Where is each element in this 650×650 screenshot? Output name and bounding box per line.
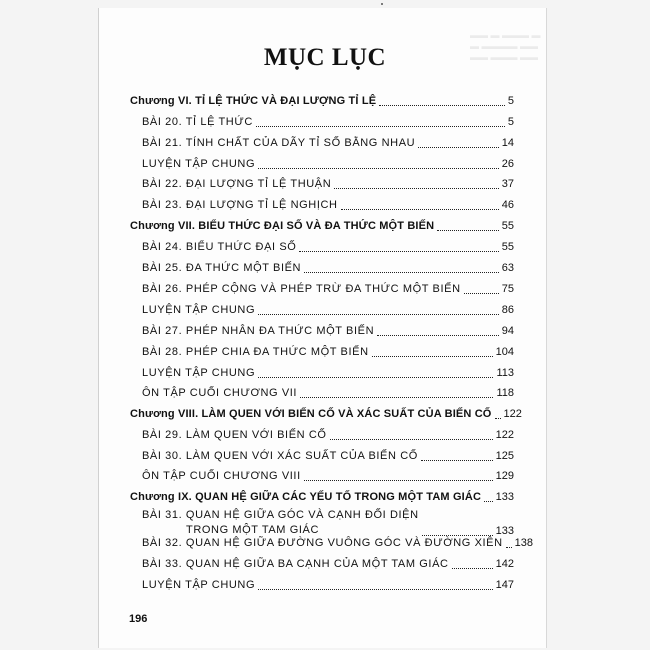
toc-entry-label: BÀI 27. PHÉP NHÂN ĐA THỨC MỘT BIẾN <box>142 325 375 337</box>
toc-lesson-entry <box>142 380 514 400</box>
dot-leader <box>464 292 499 294</box>
toc-entry-label-line1: BÀI 31. QUAN HỆ GIỮA GÓC VÀ CẠNH ĐỐI DIỆN <box>142 509 419 521</box>
dot-leader <box>299 250 498 252</box>
toc-title: MỤC LỤC <box>263 44 387 71</box>
toc-lesson-entry <box>142 171 514 191</box>
dot-leader <box>341 208 499 210</box>
toc-page-number: 46 <box>501 199 514 211</box>
toc-lesson-entry <box>142 551 514 571</box>
dot-leader <box>437 229 499 231</box>
toc-lesson-entry <box>142 443 514 463</box>
toc-lesson-entry <box>142 255 514 275</box>
toc-page-number: 14 <box>501 137 514 149</box>
dot-leader <box>506 546 512 548</box>
toc-page-number: 118 <box>496 387 514 399</box>
toc-page-number: 142 <box>495 558 514 570</box>
dot-leader <box>484 500 493 502</box>
toc-lesson-entry <box>142 109 514 129</box>
toc-page-number: 147 <box>495 579 514 591</box>
toc-lesson-entry <box>142 360 514 380</box>
toc-lesson-entry <box>142 530 534 550</box>
dot-leader <box>495 417 501 419</box>
dot-leader <box>372 355 493 357</box>
toc-page-number: 86 <box>501 304 514 316</box>
toc-page-number: 37 <box>501 178 514 190</box>
dot-leader <box>258 588 493 590</box>
toc-entry-label: BÀI 25. ĐA THỨC MỘT BIẾN <box>142 262 302 274</box>
toc-page-number: 113 <box>496 367 514 379</box>
dot-leader <box>418 146 499 148</box>
dot-leader <box>300 396 493 398</box>
toc-entry-label: LUYỆN TẬP CHUNG <box>142 579 256 591</box>
toc-entry-label: ÔN TẬP CUỐI CHƯƠNG VII <box>142 387 298 399</box>
toc-entry-label: Chương VII. BIỂU THỨC ĐẠI SỐ VÀ ĐA THỨC MỘT BIẾN <box>130 220 435 232</box>
toc-entry-label: LUYỆN TẬP CHUNG <box>142 304 256 316</box>
toc-lesson-entry <box>142 572 514 592</box>
toc-entry-label: BÀI 24. BIỂU THỨC ĐẠI SỐ <box>142 241 297 253</box>
toc-chapter-entry <box>130 213 514 233</box>
toc-lesson-entry <box>142 234 514 254</box>
dot-leader <box>258 376 493 378</box>
toc-lesson-entry <box>142 276 514 296</box>
toc-chapter-entry <box>130 88 514 108</box>
toc-entry-label: BÀI 20. TỈ LỆ THỨC <box>142 116 253 128</box>
toc-page-number: 75 <box>501 283 514 295</box>
toc-page-number: 122 <box>495 429 514 441</box>
toc-entry-label-line2: TRONG MỘT TAM GIÁC <box>186 524 320 536</box>
toc-page-number: 133 <box>495 491 514 503</box>
toc-page-number: 55 <box>501 220 514 232</box>
toc-entry-label: Chương IX. QUAN HỆ GIỮA CÁC YẾU TỐ TRONG MỘT TAM GIÁC <box>130 491 482 503</box>
toc-lesson-entry <box>142 422 514 442</box>
toc-page-number: 26 <box>501 158 514 170</box>
toc-page-number: 129 <box>495 470 514 482</box>
toc-entry-label: BÀI 22. ĐẠI LƯỢNG TỈ LỆ THUẬN <box>142 178 332 190</box>
toc-page-number: 104 <box>495 346 514 358</box>
toc-page-number: 122 <box>503 408 522 420</box>
toc-entry-label: Chương VIII. LÀM QUEN VỚI BIẾN CỐ VÀ XÁC SUẤT CỦA BIẾN CỐ <box>130 408 492 420</box>
toc-page-number: 63 <box>501 262 514 274</box>
toc-entry-label: BÀI 26. PHÉP CỘNG VÀ PHÉP TRỪ ĐA THỨC MỘT BIẾN <box>142 283 461 295</box>
toc-entry-label: LUYỆN TẬP CHUNG <box>142 367 256 379</box>
toc-page-number: 55 <box>501 241 514 253</box>
page-number: 196 <box>129 613 148 625</box>
dot-leader <box>421 459 493 461</box>
toc-entry-label: BÀI 29. LÀM QUEN VỚI BIẾN CỐ <box>142 429 327 441</box>
toc-lesson-entry <box>142 297 514 317</box>
toc-chapter-entry <box>130 401 522 421</box>
dot-leader <box>379 104 505 106</box>
toc-chapter-entry <box>130 484 514 504</box>
dot-leader <box>452 567 493 569</box>
dot-leader <box>304 479 493 481</box>
dot-leader <box>258 313 499 315</box>
toc-lesson-entry <box>142 151 514 171</box>
toc-page-number: 138 <box>514 537 534 549</box>
toc-lesson-entry <box>142 339 514 359</box>
toc-entry-label: LUYỆN TẬP CHUNG <box>142 158 256 170</box>
toc-page-number: 125 <box>495 450 514 462</box>
toc-lesson-entry <box>142 192 514 212</box>
dot-leader <box>377 334 499 336</box>
dot-leader <box>256 125 505 127</box>
toc-page-number: 94 <box>501 325 514 337</box>
toc-page-number: 5 <box>507 95 514 107</box>
toc-lesson-entry <box>142 463 514 483</box>
dot-leader <box>304 271 499 273</box>
toc-lesson-entry <box>142 130 514 150</box>
toc-entry-label: ÔN TẬP CUỐI CHƯƠNG VIII <box>142 470 301 482</box>
dot-leader <box>258 167 499 169</box>
print-speck <box>381 3 383 5</box>
dot-leader <box>334 187 498 189</box>
toc-entry-label: BÀI 21. TÍNH CHẤT CỦA DÃY TỈ SỐ BẰNG NHAU <box>142 137 416 149</box>
toc-entry-label: BÀI 28. PHÉP CHIA ĐA THỨC MỘT BIẾN <box>142 346 369 358</box>
toc-lesson-entry <box>142 318 514 338</box>
show-through-text: ▬▬ ▬ ▬▬▬ ▬ ▬ ▬▬▬▬ ▬▬ ▬▬ ▬▬▬ ▬▬ <box>470 30 541 62</box>
toc-page-number: 133 <box>495 525 514 537</box>
toc-page-number: 5 <box>507 116 514 128</box>
toc-entry-label: BÀI 32. QUAN HỆ GIỮA ĐƯỜNG VUÔNG GÓC VÀ ĐƯỜNG XIÊN <box>142 537 503 549</box>
toc-entry-label: Chương VI. TỈ LỆ THỨC VÀ ĐẠI LƯỢNG TỈ LỆ <box>130 95 377 107</box>
toc-entry-label: BÀI 33. QUAN HỆ GIỮA BA CẠNH CỦA MỘT TAM GIÁC <box>142 558 449 570</box>
dot-leader <box>330 438 493 440</box>
toc-entry-label: BÀI 30. LÀM QUEN VỚI XÁC SUẤT CỦA BIẾN CỐ <box>142 450 418 462</box>
toc-entry-label: BÀI 23. ĐẠI LƯỢNG TỈ LỆ NGHỊCH <box>142 199 338 211</box>
